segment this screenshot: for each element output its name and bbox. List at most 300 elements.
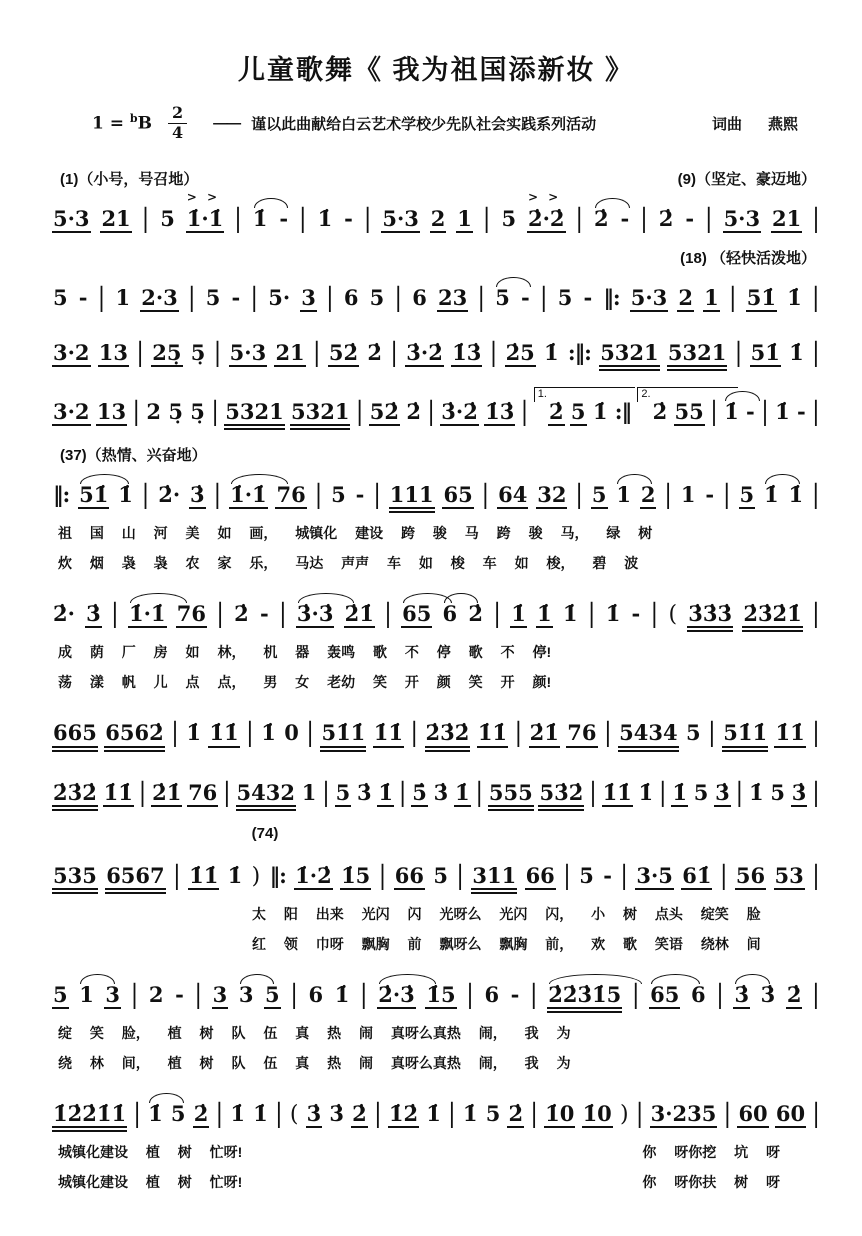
note: 76 bbox=[187, 781, 218, 807]
note: 1 bbox=[680, 482, 696, 508]
barline: | bbox=[482, 203, 491, 234]
barline: | bbox=[171, 718, 179, 749]
note: 5 bbox=[485, 1101, 501, 1126]
score-line bbox=[52, 1087, 820, 1192]
volta-bracket: 2. bbox=[637, 387, 738, 402]
barline: | bbox=[708, 718, 716, 749]
note: 1̇ bbox=[377, 781, 394, 807]
barline: | bbox=[359, 979, 368, 1010]
barline: | bbox=[384, 599, 392, 630]
note: 2̇ bbox=[234, 601, 249, 627]
barline: | bbox=[735, 777, 744, 808]
lyric-text: 你 呀你扶 树 呀 bbox=[642, 1174, 780, 1191]
note: 1 bbox=[115, 284, 131, 310]
notation-row bbox=[52, 587, 820, 632]
barline: | bbox=[314, 480, 323, 511]
note: 3̇3̇3̇ bbox=[687, 602, 733, 632]
barline: | bbox=[234, 203, 242, 234]
note: 1̇ bbox=[562, 601, 578, 627]
note: 3̇·2̇ bbox=[405, 341, 444, 367]
note: 3̇ bbox=[306, 1102, 323, 1128]
note: 1̇ bbox=[789, 339, 804, 365]
note: 2 bbox=[640, 483, 657, 509]
note: 1̇1̇ bbox=[188, 864, 219, 890]
note: 2̇ bbox=[367, 339, 383, 365]
section-label: (74) bbox=[251, 824, 279, 842]
note: 60 bbox=[737, 1102, 768, 1128]
note: 5321 bbox=[667, 341, 727, 371]
note: 2 bbox=[146, 399, 162, 425]
note: 5 bbox=[170, 1101, 186, 1126]
note: - bbox=[355, 482, 365, 508]
barline: | bbox=[563, 860, 571, 891]
note: 5321 bbox=[290, 400, 350, 430]
barline: | bbox=[246, 718, 254, 749]
score-line bbox=[52, 825, 820, 954]
note: 5 bbox=[557, 284, 573, 310]
note: 66 bbox=[394, 864, 425, 890]
meta-row bbox=[52, 105, 820, 142]
repeat-sign: ‖: bbox=[53, 482, 70, 508]
score-line bbox=[52, 968, 820, 1073]
note: 111 bbox=[389, 483, 435, 513]
note: 5 bbox=[53, 284, 68, 310]
barline: | bbox=[493, 599, 501, 630]
barline: | bbox=[298, 203, 307, 234]
repeat-sign: :‖ bbox=[614, 399, 632, 425]
note: 3·235 bbox=[650, 1102, 718, 1128]
note: 5 bbox=[501, 205, 517, 231]
note: 1̇ bbox=[186, 720, 201, 746]
lyrics-row bbox=[52, 553, 820, 573]
lyrics-row bbox=[52, 1023, 820, 1043]
note: 1̇5 bbox=[340, 864, 371, 890]
lyric-text: 绽 笑 脸， 植 树 队 伍 真 热 闹 真呀么真热 闹， 我 为 bbox=[58, 1025, 571, 1041]
note: 5432 bbox=[236, 781, 296, 811]
barline: | bbox=[539, 282, 548, 313]
note: 1̇ bbox=[724, 399, 739, 425]
barline: | bbox=[811, 337, 820, 368]
note: 1 bbox=[616, 482, 631, 508]
note: 13 bbox=[98, 341, 129, 367]
note: 6 bbox=[308, 981, 324, 1007]
note: - bbox=[78, 284, 88, 310]
barline: | bbox=[326, 282, 334, 313]
note: 2̇ bbox=[468, 601, 484, 627]
section-label: (1)（小号，号召地） bbox=[60, 170, 199, 188]
parenthesis: ) bbox=[251, 863, 261, 889]
note: 2̇ bbox=[594, 205, 609, 231]
note: 51̇1̇ bbox=[722, 721, 768, 751]
note: 52̇ bbox=[369, 400, 400, 426]
note: 5 bbox=[495, 284, 510, 310]
barline: | bbox=[589, 777, 597, 808]
lyrics-row bbox=[52, 1172, 820, 1192]
note: 2 bbox=[430, 207, 447, 233]
note: 5·3 bbox=[381, 207, 420, 233]
barline: | bbox=[215, 1099, 224, 1129]
score-line bbox=[52, 766, 820, 811]
barline: | bbox=[363, 203, 372, 234]
note: 1̇3̇ bbox=[451, 341, 482, 367]
note: 64 bbox=[497, 483, 528, 509]
label-row bbox=[52, 444, 820, 468]
barline: | bbox=[514, 718, 523, 749]
barline: | bbox=[141, 480, 150, 511]
note: 2̇ bbox=[406, 399, 421, 425]
note: 3̇ bbox=[714, 781, 731, 807]
note: - bbox=[231, 284, 241, 310]
note: 65 bbox=[442, 483, 473, 509]
lyric-text: 荡 漾 帆 儿 点 点， 男 女 老幼 笑 开 颜 笑 开 颜! bbox=[58, 674, 552, 691]
barline: | bbox=[734, 337, 743, 368]
barline: | bbox=[575, 480, 584, 511]
note: 5·3 bbox=[630, 286, 669, 312]
barline: | bbox=[97, 282, 106, 313]
note: 1̇ bbox=[148, 1101, 163, 1126]
label-row bbox=[52, 168, 820, 192]
barline: | bbox=[394, 282, 403, 313]
note: 1̇1̇ bbox=[602, 781, 633, 807]
barline: | bbox=[812, 979, 820, 1010]
lyric-text: 你 呀你挖 坑 呀 bbox=[642, 1144, 780, 1161]
barline: | bbox=[530, 1099, 539, 1129]
barline: | bbox=[250, 282, 259, 313]
lyrics-row bbox=[52, 904, 820, 924]
note: 52̇ bbox=[328, 341, 359, 367]
note: 5 bbox=[686, 720, 701, 746]
note: 13 bbox=[96, 400, 127, 426]
lyric-text: 红 领 巾呀 飘胸 前 飘呀么 飘胸 前， 欢 歌 笑语 绕林 间 bbox=[252, 935, 761, 952]
barline: | bbox=[811, 480, 820, 511]
note: 1̇1̇ bbox=[774, 721, 805, 747]
note: 3̇ bbox=[433, 779, 449, 805]
barline: | bbox=[481, 480, 490, 511]
note: - bbox=[175, 981, 184, 1007]
note: 2̇ bbox=[548, 400, 565, 426]
note: 555 bbox=[488, 781, 534, 811]
note: 5 bbox=[770, 779, 786, 805]
lyrics-row bbox=[52, 523, 820, 543]
note: 1̇ bbox=[592, 399, 608, 425]
note: - bbox=[631, 601, 641, 627]
barline: | bbox=[664, 480, 673, 511]
score-line bbox=[52, 706, 820, 751]
note: 21 bbox=[771, 207, 802, 233]
barline: | bbox=[520, 397, 529, 427]
barline: | bbox=[355, 397, 364, 427]
barline: | bbox=[761, 397, 769, 427]
barline: | bbox=[812, 718, 820, 749]
label-row bbox=[52, 825, 820, 849]
note: 3 bbox=[104, 983, 121, 1009]
note: 2 bbox=[677, 286, 694, 312]
note: 25̣ bbox=[151, 341, 182, 367]
note: 1̇0 bbox=[544, 1102, 575, 1128]
barline: | bbox=[704, 203, 713, 234]
note: 5321 bbox=[599, 341, 659, 371]
barline: | bbox=[812, 777, 820, 808]
note: 1̇ bbox=[227, 862, 243, 888]
barline: | bbox=[635, 1099, 644, 1129]
notation-row bbox=[52, 1087, 820, 1132]
notation-row bbox=[52, 192, 820, 233]
notation-row bbox=[52, 385, 820, 430]
note: 6562̇ bbox=[104, 721, 164, 751]
note: 2̇ bbox=[507, 1102, 524, 1128]
note: 1 bbox=[456, 207, 473, 233]
score-line bbox=[52, 385, 820, 430]
dedication-dash: —— bbox=[213, 114, 240, 132]
note: > > 1̇·1̇ bbox=[186, 207, 225, 233]
barline: | bbox=[194, 979, 203, 1010]
lyric-text: 绕 林 间， 植 树 队 伍 真 热 闹 真呀么真热 闹， 我 为 bbox=[58, 1055, 571, 1071]
section-label: (9)（坚定、豪迈地） bbox=[677, 170, 816, 188]
barline: | bbox=[322, 777, 330, 808]
note: 2̇· bbox=[53, 601, 75, 627]
note: 5 bbox=[369, 284, 385, 310]
barline: | bbox=[274, 1099, 283, 1129]
score-line bbox=[52, 326, 820, 371]
note: 23 bbox=[437, 286, 468, 312]
section-label: (37)（热情、兴奋地） bbox=[60, 447, 207, 465]
note: 1̇ bbox=[536, 602, 553, 628]
barline: | bbox=[723, 1099, 732, 1129]
barline: | bbox=[373, 480, 381, 511]
note: 2̇2̇3̇1̇5 bbox=[547, 983, 622, 1013]
note: 1̇ bbox=[638, 779, 654, 805]
note: 3̇ bbox=[189, 483, 206, 509]
note: - bbox=[603, 862, 612, 888]
note: 51̇ bbox=[750, 341, 781, 367]
barline: | bbox=[141, 203, 150, 234]
lyrics-row bbox=[52, 1053, 820, 1073]
note: 1̇·1̇ bbox=[229, 483, 268, 509]
note: 76 bbox=[275, 483, 306, 509]
note: 5 bbox=[591, 483, 608, 509]
barline: | bbox=[812, 1099, 820, 1129]
note: 6567 bbox=[105, 864, 165, 894]
barline: | bbox=[187, 282, 196, 313]
note: - bbox=[583, 284, 593, 310]
note: 5̣ bbox=[190, 339, 206, 365]
barline: | bbox=[489, 337, 498, 368]
note: 5 bbox=[433, 862, 448, 888]
barline: | bbox=[136, 337, 145, 368]
note: 6 bbox=[442, 601, 458, 627]
label-row bbox=[52, 247, 820, 271]
note: 2̇3̇2̇1̇ bbox=[742, 602, 802, 632]
note: > > 2̇·2̇ bbox=[527, 207, 566, 233]
section-label: (18) （轻快活泼地） bbox=[680, 249, 816, 267]
score bbox=[52, 168, 820, 1193]
note: 32 bbox=[536, 483, 567, 509]
note: 5 bbox=[579, 862, 594, 888]
credit-name: 燕熙 bbox=[767, 115, 798, 133]
note: 1 bbox=[79, 981, 94, 1007]
barline: | bbox=[390, 337, 399, 368]
barline: | bbox=[172, 860, 181, 891]
notation-row bbox=[52, 766, 820, 811]
note: 6 bbox=[484, 981, 500, 1007]
note: 5321 bbox=[224, 400, 284, 430]
note: 1̇·1̇ bbox=[128, 602, 167, 628]
lyric-text: 城镇化建设 植 树 忙呀! bbox=[58, 1174, 243, 1191]
barline: | bbox=[587, 599, 596, 630]
barline: | bbox=[812, 397, 820, 427]
barline: | bbox=[410, 718, 419, 749]
note: 3·5 bbox=[635, 864, 674, 890]
note: 1̇ bbox=[544, 339, 559, 365]
note: 2̇·3̇ bbox=[377, 983, 416, 1009]
note: 2·3 bbox=[140, 286, 179, 312]
barline: | bbox=[216, 599, 224, 630]
note: 76 bbox=[566, 721, 597, 747]
note: 2̇ bbox=[652, 399, 668, 425]
barline: | bbox=[475, 777, 484, 808]
barline: | bbox=[728, 282, 737, 313]
barline: | bbox=[575, 203, 584, 234]
note: 76 bbox=[176, 602, 207, 628]
lyrics-row bbox=[52, 934, 820, 954]
note: 1̇ bbox=[261, 720, 276, 746]
dedication-text: 谨以此曲献给白云艺术学校少先队社会实践系列活动 bbox=[251, 115, 597, 133]
note: 6 bbox=[343, 284, 359, 310]
flat-sign: b bbox=[129, 112, 138, 126]
note: 21 bbox=[274, 341, 305, 367]
note: 2̇1̇ bbox=[529, 721, 560, 747]
volta-bracket: 1. bbox=[534, 387, 635, 402]
note: 2̇1̇ bbox=[151, 781, 182, 807]
note: 1̇ bbox=[510, 602, 527, 628]
note: 1̇ bbox=[788, 482, 804, 508]
barline: | bbox=[722, 480, 731, 511]
note: 3̇ bbox=[791, 781, 808, 807]
score-line bbox=[52, 168, 820, 233]
lyric-text: 成 荫 厂 房 如 林， 机 器 轰鸣 歌 不 停 歌 不 停! bbox=[58, 644, 552, 661]
note: 1̇2̇ bbox=[388, 1102, 419, 1128]
song-title: 儿童歌舞《 我为祖国添新妆 》 bbox=[237, 55, 634, 85]
note: 2̇ bbox=[351, 1102, 368, 1128]
barline: | bbox=[133, 1099, 141, 1129]
note: 61̇ bbox=[681, 864, 712, 890]
barline: | bbox=[211, 397, 219, 427]
barline: | bbox=[650, 599, 659, 630]
repeat-sign: ‖: bbox=[603, 284, 620, 310]
note: - bbox=[705, 482, 715, 508]
note: 66 bbox=[525, 864, 556, 890]
note: 1̇ bbox=[118, 482, 133, 508]
note: 1̇ bbox=[426, 1101, 441, 1126]
barline: | bbox=[213, 480, 222, 511]
note: 65 bbox=[401, 602, 432, 628]
barline: | bbox=[378, 860, 387, 891]
note: 1̇1̇ bbox=[103, 781, 134, 807]
note: 3̇ bbox=[733, 983, 750, 1009]
barline: | bbox=[111, 599, 119, 630]
notation-row bbox=[52, 968, 820, 1013]
barline: | bbox=[427, 397, 435, 427]
note: 5 bbox=[693, 779, 709, 805]
barline: | bbox=[223, 777, 231, 808]
lyric-text: 祖 国 山 河 美 如 画， 城镇化 建设 跨 骏 马 跨 骏 马， 绿 树 bbox=[58, 525, 653, 542]
time-signature: $\frac{2}{4}$ bbox=[168, 105, 187, 142]
note: 5 bbox=[205, 284, 221, 310]
lyric-text: 炊 烟 袅 袅 农 家 乐， 马达 声声 车 如 梭 车 如 梭， 碧 波 bbox=[58, 555, 639, 572]
note: 1 bbox=[301, 779, 317, 805]
note: 1̇ bbox=[462, 1101, 478, 1126]
note: 5 bbox=[570, 400, 587, 426]
note: 2̇3̇2̇ bbox=[52, 781, 98, 811]
note: 53 bbox=[774, 864, 805, 890]
note: 2̇ bbox=[658, 205, 674, 231]
barline: | bbox=[466, 979, 474, 1010]
note: 51̇ bbox=[78, 483, 109, 509]
note: 3̇ bbox=[85, 602, 102, 628]
note: 5· bbox=[268, 284, 291, 310]
notation-row bbox=[52, 271, 820, 312]
note: - bbox=[797, 399, 806, 425]
barline: | bbox=[603, 718, 612, 749]
barline: | bbox=[290, 979, 298, 1010]
note: - bbox=[510, 981, 520, 1007]
lyrics-row bbox=[52, 642, 820, 662]
barline: | bbox=[640, 203, 648, 234]
note: 1̇·2̇ bbox=[294, 864, 333, 890]
note: 1̇ bbox=[230, 1101, 245, 1126]
note: 2̇ bbox=[193, 1102, 210, 1128]
note: 5·3 bbox=[52, 207, 91, 233]
note: 1̇ bbox=[749, 779, 764, 805]
note: 3̇ bbox=[357, 779, 372, 805]
barline: | bbox=[719, 860, 728, 891]
note: 5 bbox=[739, 483, 756, 509]
barline: | bbox=[306, 718, 315, 749]
barline: | bbox=[812, 203, 820, 234]
barline: | bbox=[312, 337, 321, 368]
note: 2̇· bbox=[158, 482, 181, 508]
notation-row bbox=[52, 468, 820, 513]
note: 1̇1̇ bbox=[208, 721, 239, 747]
note: 2̇5 bbox=[505, 341, 536, 367]
credit bbox=[712, 113, 810, 134]
note: 3 bbox=[300, 286, 317, 312]
lyric-text: 城镇化建设 植 树 忙呀! bbox=[58, 1144, 243, 1161]
key-signature: 1 = $^b$B bbox=[92, 112, 152, 135]
repeat-sign: ‖: bbox=[269, 862, 286, 888]
note: - bbox=[521, 284, 530, 310]
note: 2 bbox=[148, 981, 164, 1007]
note: 1̇ bbox=[334, 981, 350, 1007]
barline: | bbox=[812, 599, 820, 630]
note: 65 bbox=[649, 983, 680, 1009]
score-line bbox=[52, 444, 820, 573]
barline: | bbox=[812, 860, 820, 891]
note: - bbox=[279, 205, 289, 231]
lyric-text: 太 阳 出来 光闪 闪 光呀么 光闪 闪， 小 树 点头 绽笑 脸 bbox=[252, 905, 761, 922]
note: 51̇ bbox=[746, 286, 777, 312]
note: 55 bbox=[674, 400, 705, 426]
parenthesis: ( bbox=[668, 602, 678, 628]
repeat-sign: :‖: bbox=[567, 339, 591, 365]
score-line bbox=[52, 247, 820, 312]
barline: | bbox=[132, 397, 141, 427]
barline: | bbox=[213, 337, 222, 368]
barline: | bbox=[138, 777, 147, 808]
note: 3 bbox=[238, 981, 254, 1007]
note: - bbox=[344, 205, 353, 231]
note: 51̇1̇ bbox=[320, 721, 366, 751]
